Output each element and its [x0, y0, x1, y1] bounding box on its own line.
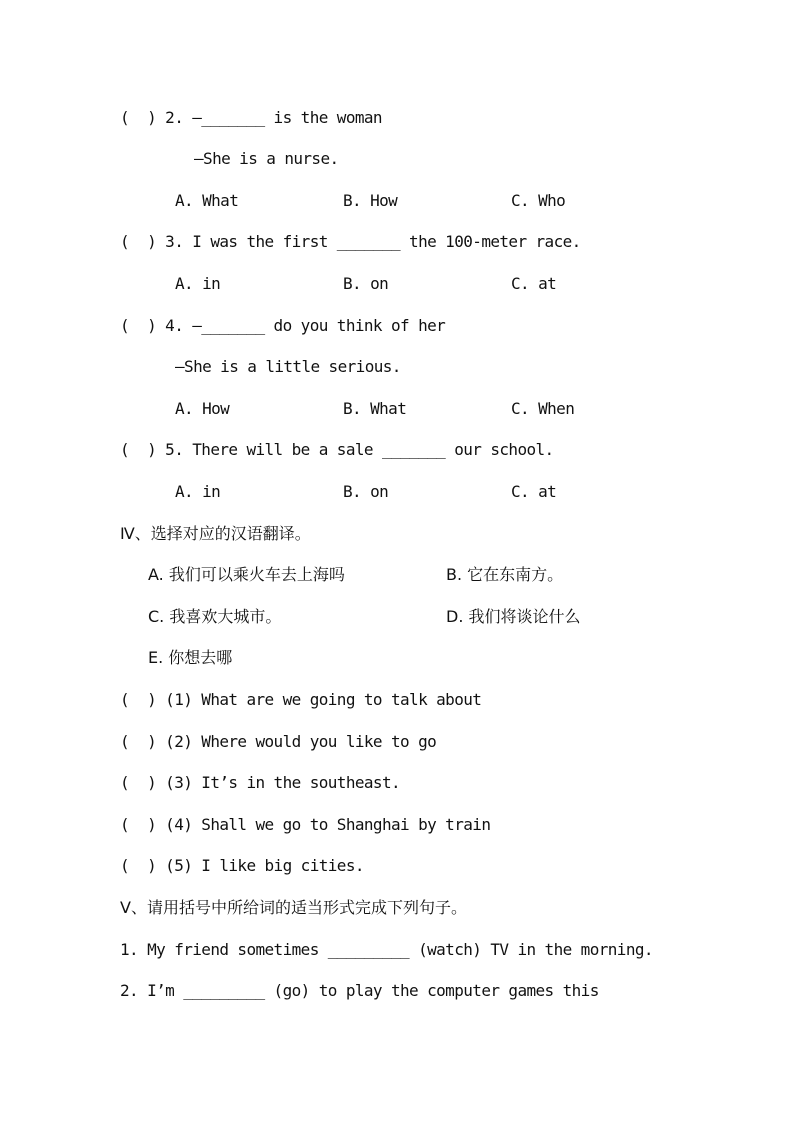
q5-option-c: C. at: [511, 482, 557, 501]
q5-option-a: A. in: [175, 482, 221, 501]
q2-stem: ( ) 2. —_______ is the woman: [120, 108, 382, 127]
q4-answer: —She is a little serious.: [175, 357, 401, 376]
q5-stem: ( ) 5. There will be a sale _______ our school.: [120, 440, 554, 459]
q2-option-c: C. Who: [511, 191, 566, 210]
section4-choice-b: B. 它在东南方。: [446, 565, 564, 584]
q4-option-c: C. When: [511, 399, 575, 418]
section5-heading: Ⅴ、请用括号中所给词的适当形式完成下列句子。: [120, 898, 467, 917]
q3-stem: ( ) 3. I was the first _______ the 100-meter race.: [120, 232, 581, 251]
section4-item-2: ( ) (2) Where would you like to go: [120, 732, 437, 751]
q3-option-b: B. on: [343, 274, 389, 293]
section5-item-2: 2. I’m _________ (go) to play the computer games this: [120, 981, 599, 1000]
section4-choice-e: E. 你想去哪: [148, 648, 233, 667]
section4-choice-c: C. 我喜欢大城市。: [148, 607, 282, 626]
q4-stem: ( ) 4. —_______ do you think of her: [120, 316, 446, 335]
q2-answer: —She is a nurse.: [194, 149, 339, 168]
section4-choice-a: A. 我们可以乘火车去上海吗: [148, 565, 345, 584]
q3-option-c: C. at: [511, 274, 557, 293]
section4-item-3: ( ) (3) It’s in the southeast.: [120, 773, 401, 792]
q3-option-a: A. in: [175, 274, 221, 293]
q5-option-b: B. on: [343, 482, 389, 501]
q4-option-a: A. How: [175, 399, 230, 418]
section4-choice-d: D. 我们将谈论什么: [446, 607, 581, 626]
section4-heading: Ⅳ、选择对应的汉语翻译。: [120, 524, 311, 543]
q2-option-b: B. How: [343, 191, 398, 210]
q4-option-b: B. What: [343, 399, 407, 418]
section4-item-5: ( ) (5) I like big cities.: [120, 856, 364, 875]
section4-item-1: ( ) (1) What are we going to talk about: [120, 690, 482, 709]
section4-item-4: ( ) (4) Shall we go to Shanghai by train: [120, 815, 491, 834]
section5-item-1: 1. My friend sometimes _________ (watch) TV in the morning.: [120, 940, 653, 959]
q2-option-a: A. What: [175, 191, 239, 210]
